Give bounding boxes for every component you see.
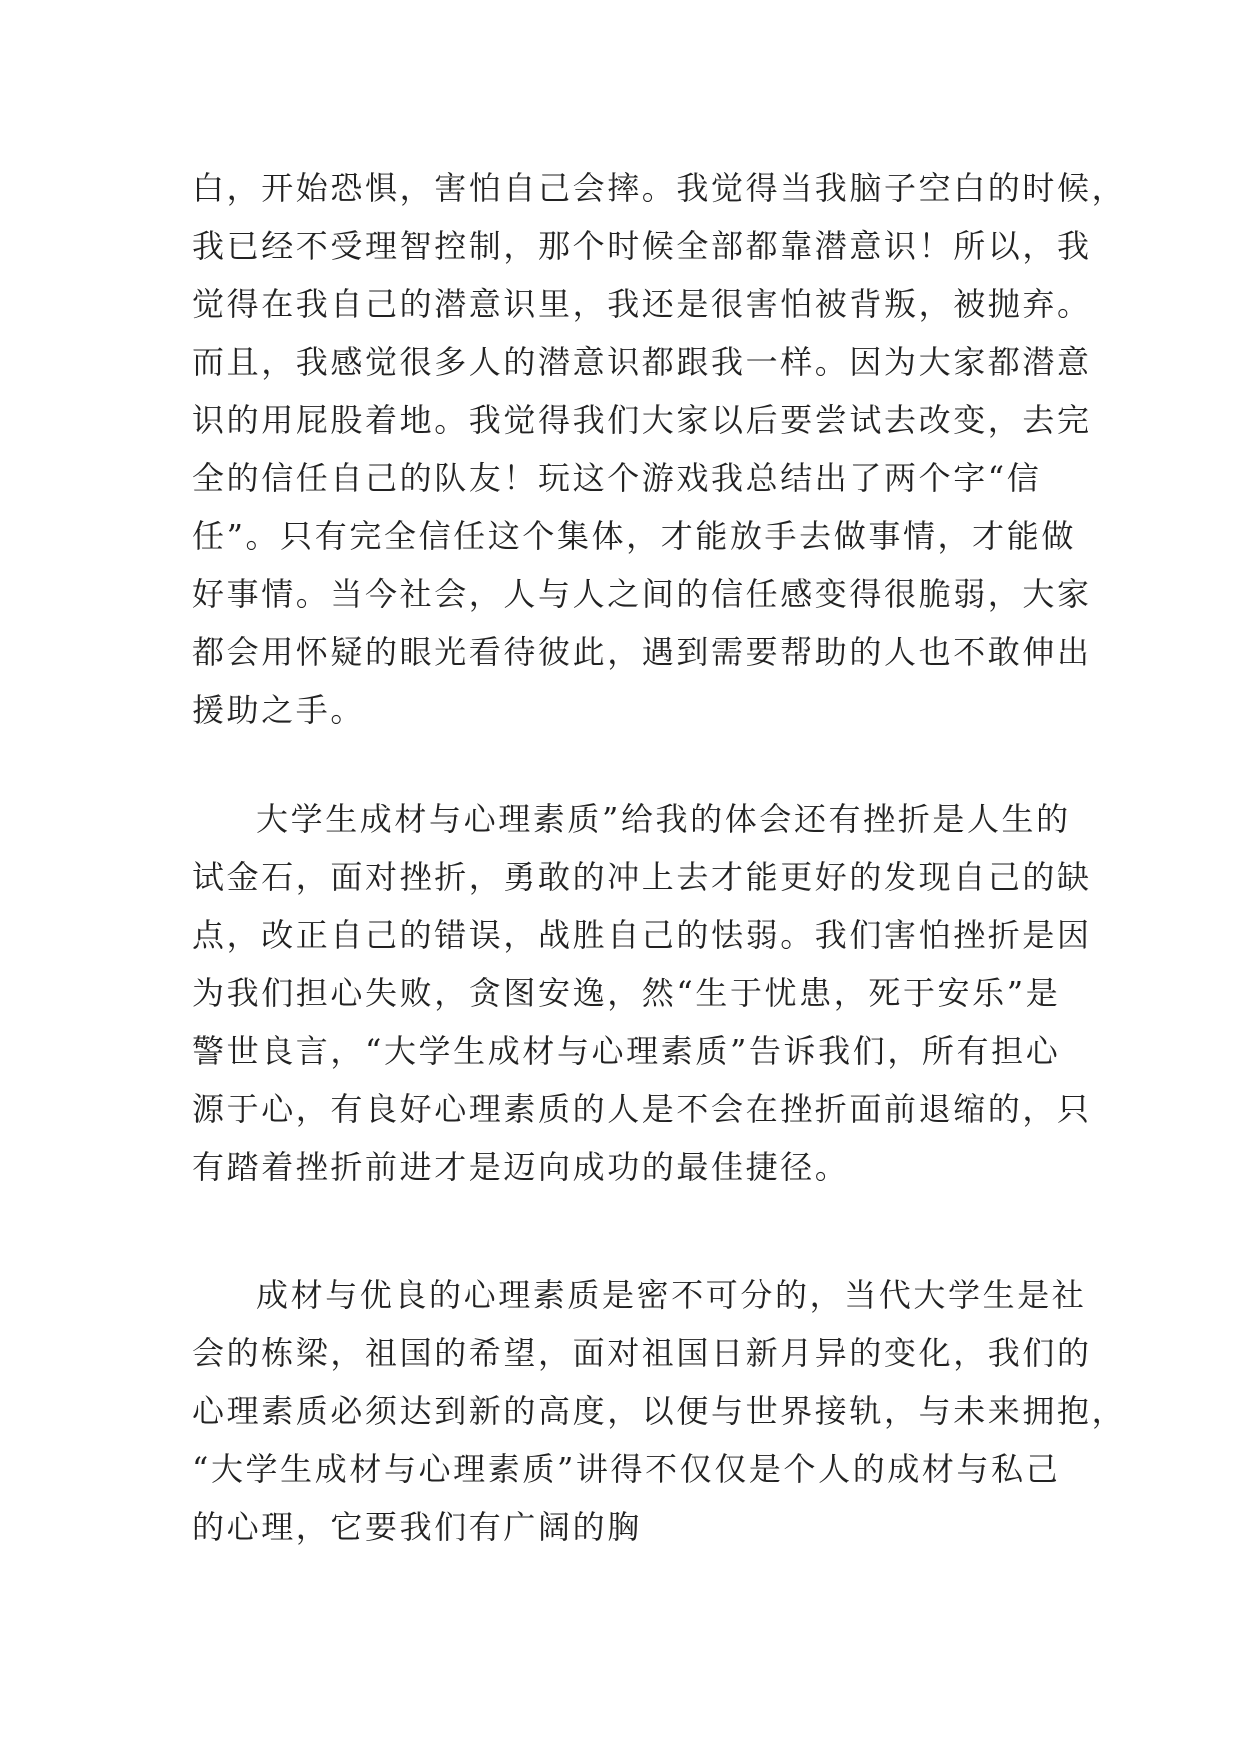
text-line: 大学生成材与心理素质”给我的体会还有挫折是人生的	[256, 800, 1071, 838]
text-line: 好事情。当今社会，人与人之间的信任感变得很脆弱，大家	[192, 575, 1092, 613]
text-line: 点，改正自己的错误，战胜自己的怯弱。我们害怕挫折是因	[192, 916, 1092, 954]
text-line: 白，开始恐惧，害怕自己会摔。我觉得当我脑子空白的时候，	[192, 169, 1127, 207]
text-line: 而且，我感觉很多人的潜意识都跟我一样。因为大家都潜意	[192, 343, 1092, 381]
paragraph-1	[192, 159, 1127, 739]
text-line: 源于心，有良好心理素质的人是不会在挫折面前退缩的，只	[192, 1090, 1092, 1128]
text-line: 心理素质必须达到新的高度，以便与世界接轨，与未来拥抱，	[192, 1392, 1127, 1430]
text-line: 有踏着挫折前进才是迈向成功的最佳捷径。	[192, 1148, 850, 1186]
text-line: 援助之手。	[192, 691, 366, 729]
text-line: 都会用怀疑的眼光看待彼此，遇到需要帮助的人也不敢伸出	[192, 633, 1092, 671]
paragraph-3	[192, 1266, 1127, 1556]
text-line: 的心理，它要我们有广阔的胸	[192, 1508, 642, 1546]
paragraph-2	[192, 790, 1092, 1196]
text-line: 识的用屁股着地。我觉得我们大家以后要尝试去改变，去完	[192, 401, 1092, 439]
text-line: 会的栋梁，祖国的希望，面对祖国日新月异的变化，我们的	[192, 1334, 1092, 1372]
text-line: 警世良言，“大学生成材与心理素质”告诉我们，所有担心	[192, 1032, 1061, 1070]
text-line: 成材与优良的心理素质是密不可分的，当代大学生是社	[256, 1276, 1087, 1314]
text-line: 任”。只有完全信任这个集体，才能放手去做事情，才能做	[192, 517, 1076, 555]
text-line: 全的信任自己的队友！玩这个游戏我总结出了两个字“信	[192, 459, 1042, 497]
text-line: 试金石，面对挫折，勇敢的冲上去才能更好的发现自己的缺	[192, 858, 1092, 896]
text-line: “大学生成材与心理素质”讲得不仅仅是个人的成材与私己	[192, 1450, 1061, 1488]
text-line: 为我们担心失败，贪图安逸，然“生于忧患，死于安乐”是	[192, 974, 1061, 1012]
text-line: 觉得在我自己的潜意识里，我还是很害怕被背叛，被抛弃。	[192, 285, 1092, 323]
text-line: 我已经不受理智控制，那个时候全部都靠潜意识！所以，我	[192, 227, 1092, 265]
